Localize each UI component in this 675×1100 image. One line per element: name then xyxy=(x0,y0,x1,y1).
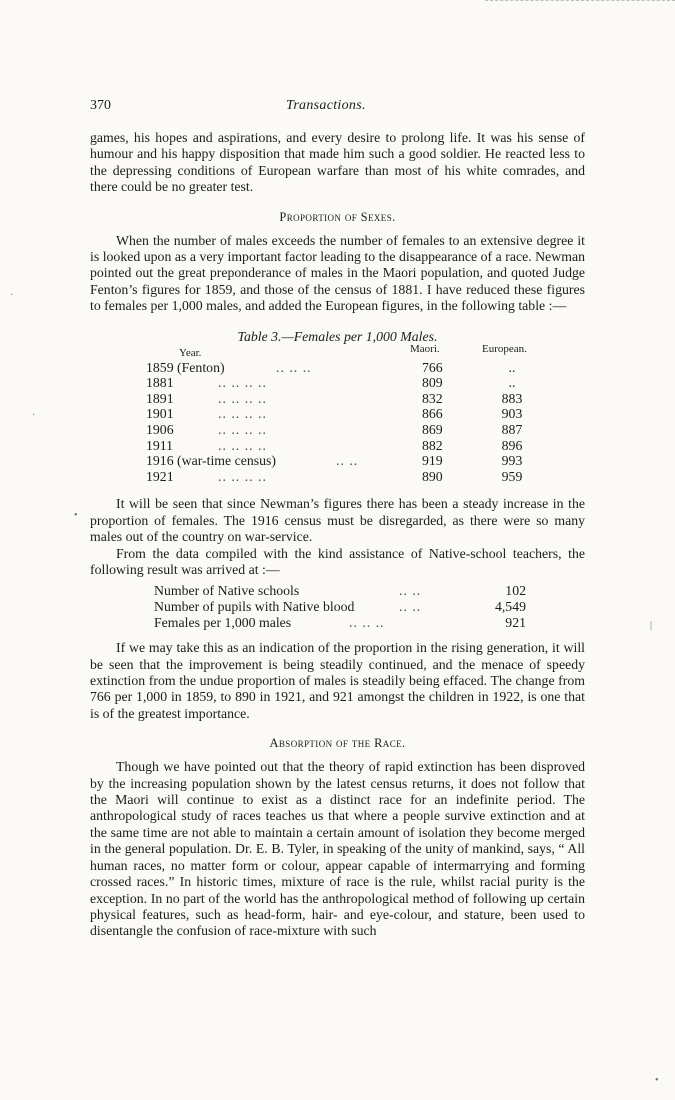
school-figure-value: 4,549 xyxy=(494,599,526,615)
dot-leaders: .. .. .. .. xyxy=(218,390,267,406)
scan-speck: | xyxy=(650,620,653,631)
dot-leaders: .. .. .. .. xyxy=(218,375,267,391)
list-item xyxy=(154,599,585,615)
school-figure-label: Females per 1,000 males xyxy=(154,614,292,630)
scan-speck: • xyxy=(74,510,78,521)
cell-european: 896 xyxy=(501,437,523,453)
table-row xyxy=(146,469,585,485)
cell-european: 959 xyxy=(501,468,523,484)
column-header-european: European. xyxy=(482,342,527,355)
cell-maori: 882 xyxy=(422,437,443,453)
cell-european: 887 xyxy=(501,422,523,438)
scan-speck: · xyxy=(10,290,14,301)
cell-year: 1881 xyxy=(146,375,174,391)
page-number: 370 xyxy=(90,98,111,113)
list-item xyxy=(154,583,585,599)
list-item xyxy=(154,615,585,631)
proportion-paragraph-4: If we may take this as an indication of the proportion in the rising generation, it will be seen that the improvement is being steadily continued, and the menace of speedy extinction from the undue proportion of males is steadily being effaced. The change from 766 per 1,000 in 1859, to 890 in 1921, and 921 amongst the children in 1922, is one that is of the greatest importance. xyxy=(90,640,585,721)
cell-maori: 766 xyxy=(422,359,443,375)
section-heading-absorption: Absorption of the Race. xyxy=(269,736,406,751)
running-title: Transactions. xyxy=(286,98,366,113)
school-figure-value: 102 xyxy=(505,583,526,599)
table-row xyxy=(146,438,585,454)
table-row xyxy=(146,391,585,407)
scan-speck: · xyxy=(32,410,36,421)
table-caption: Table 3.—Females per 1,000 Males. xyxy=(237,328,438,344)
dot-leaders: .. .. .. .. xyxy=(218,406,267,422)
cell-year: 1891 xyxy=(146,390,174,406)
table-header xyxy=(146,342,585,360)
females-per-1000-males-table xyxy=(146,342,585,485)
dot-leaders: .. .. xyxy=(336,453,359,469)
cell-maori: 832 xyxy=(422,390,443,406)
cell-maori: 866 xyxy=(422,406,443,422)
section-heading-proportion: Proportion of Sexes. xyxy=(279,209,396,224)
proportion-paragraph-2: It will be seen that since Newman’s figures there has been a steady increase in the proportion of females. The 1916 census must be disregarded, as there were so many males out of the country on war-service. xyxy=(90,496,585,545)
table-row xyxy=(146,453,585,469)
cell-maori: 890 xyxy=(422,468,443,484)
dot-leaders: .. .. .. xyxy=(349,614,385,630)
cell-year: 1921 xyxy=(146,468,174,484)
native-school-figures xyxy=(154,583,585,630)
column-header-year: Year. xyxy=(179,346,202,359)
cell-year: 1916 (war-time census) xyxy=(146,453,276,469)
dot-leaders: .. .. .. xyxy=(276,359,312,375)
cell-european: .. xyxy=(508,359,516,375)
dot-leaders: .. .. xyxy=(399,599,422,615)
running-head xyxy=(90,98,585,118)
cell-european: 993 xyxy=(501,453,523,469)
table-row xyxy=(146,360,585,376)
table-row xyxy=(146,406,585,422)
cell-european: .. xyxy=(508,375,516,391)
proportion-paragraph-3: From the data compiled with the kind assistance of Native-school teachers, the following result was arrived at :— xyxy=(90,545,585,578)
school-figure-label: Number of pupils with Native blood xyxy=(154,599,355,615)
cell-european: 903 xyxy=(501,406,523,422)
page-edge-line xyxy=(485,0,675,1)
scan-speck: • xyxy=(655,1075,659,1086)
cell-year: 1859 (Fenton) xyxy=(146,359,225,375)
school-figure-label: Number of Native schools xyxy=(154,583,300,599)
cell-maori: 809 xyxy=(422,375,443,391)
intro-paragraph: games, his hopes and aspirations, and every desire to prolong life. It was his sense of humour and his happy disposition that made him such a good soldier. He reacted less to the depressing conditions of European warfare than most of his white comrades, and there could be no greater test. xyxy=(90,130,585,195)
dot-leaders: .. .. .. .. xyxy=(218,422,267,438)
column-header-maori: Maori. xyxy=(410,342,440,355)
dot-leaders: .. .. .. .. xyxy=(218,437,267,453)
table-row xyxy=(146,422,585,438)
cell-maori: 919 xyxy=(422,453,443,469)
cell-european: 883 xyxy=(501,390,523,406)
page-content xyxy=(90,98,585,940)
cell-year: 1906 xyxy=(146,422,174,438)
absorption-paragraph-1: Though we have pointed out that the theory of rapid extinction has been disproved by the increasing population shown by the latest census returns, it does not follow that the Maori will continue to exist as a distinct race for an indefinite period. The anthropological study of races teaches us that where a people survive extinction and at the same time are not able to maintain a certain amount of isolation they become merged in the general population. Dr. E. B. Tyler, in speaking of the unity of mankind, says, “ All human races, no matter form or colour, appear capable of intermarrying and forming crossed races.” In historic times, mixture of race is the rule, whilst racial purity is the exception. In no part of the world has the anthropological method of following up certain physical features, such as head-form, hair- and eye-colour, and stature, been used to disentangle the confusion of race-mixture with such xyxy=(90,759,585,939)
cell-year: 1911 xyxy=(146,437,174,453)
dot-leaders: .. .. .. .. xyxy=(218,468,267,484)
proportion-paragraph-1: When the number of males exceeds the number of females to an extensive degree it is looked upon as a very important factor leading to the disappearance of a race. Newman pointed out the great preponderance of males in the Maori population, and quoted Judge Fenton’s figures for 1859, and those of the census of 1881. I have reduced these figures to females per 1,000 males, and added the European figures, in the following table :— xyxy=(90,232,585,314)
school-figure-value: 921 xyxy=(505,614,526,630)
cell-maori: 869 xyxy=(422,422,443,438)
table-row xyxy=(146,375,585,391)
cell-year: 1901 xyxy=(146,406,174,422)
dot-leaders: .. .. xyxy=(399,583,422,599)
